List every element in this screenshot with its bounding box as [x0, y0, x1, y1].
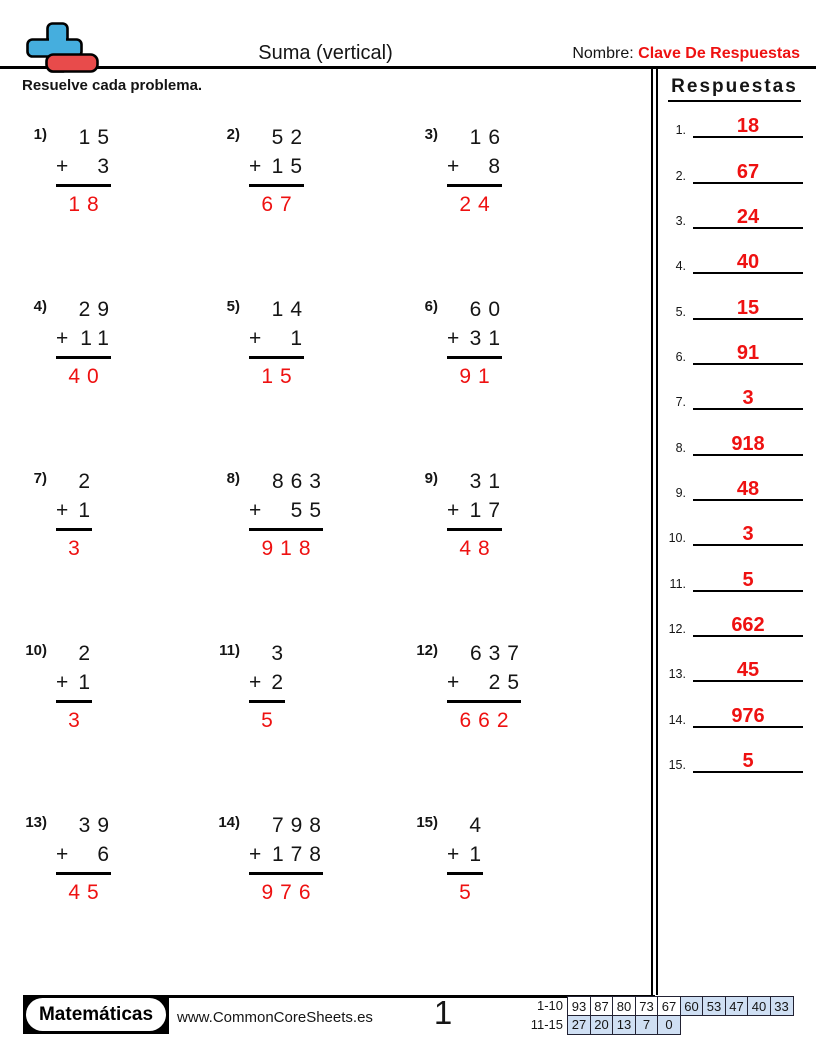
score-cell: 27	[567, 1015, 591, 1035]
plus-icon: +	[56, 671, 69, 694]
name-value: Clave De Respuestas	[638, 45, 800, 62]
problem	[214, 811, 412, 983]
page-number: 1	[433, 994, 453, 1031]
problem	[412, 811, 521, 983]
problem-number: 4)	[33, 298, 47, 315]
answer-value: 45	[736, 659, 760, 682]
answer-blank-line	[693, 205, 803, 229]
problem-work	[56, 811, 116, 907]
answer-row	[660, 274, 803, 319]
operand-2: 1	[290, 327, 309, 350]
operand-1: 2	[78, 470, 97, 493]
plus-minus-logo-icon	[26, 22, 100, 74]
problem-answer: 976	[261, 881, 318, 904]
answer-number: 9.	[675, 486, 686, 501]
operand-1: 637	[469, 642, 526, 665]
score-row-label: 1-10	[536, 998, 563, 1013]
operand-2-row	[249, 324, 309, 359]
brand-label: Matemáticas	[26, 998, 166, 1031]
plus-icon: +	[249, 327, 262, 350]
answer-number: 1.	[675, 123, 686, 138]
operand-2-row	[56, 668, 97, 703]
plus-icon: +	[249, 843, 262, 866]
answer-number: 4.	[675, 259, 686, 274]
score-cell: 13	[612, 1015, 636, 1035]
problem-number: 12)	[416, 642, 438, 659]
problem-number: 9)	[424, 470, 438, 487]
answer-value: 18	[736, 115, 760, 138]
operand-2-row	[447, 496, 507, 531]
score-cell: 53	[702, 996, 726, 1016]
worksheet-title: Suma (vertical)	[258, 42, 393, 64]
answer-number: 7.	[675, 395, 686, 410]
problem-number: 7)	[33, 470, 47, 487]
answers-panel-title: Respuestas	[668, 76, 801, 102]
score-cell: 47	[725, 996, 749, 1016]
problems-grid	[21, 123, 526, 983]
problem	[412, 123, 521, 295]
score-cell: 67	[657, 996, 681, 1016]
problem-work	[249, 811, 328, 907]
operand-1: 29	[78, 298, 116, 321]
problem-work	[56, 123, 116, 219]
problem-answer: 15	[261, 365, 299, 388]
operand-2: 6	[97, 843, 116, 866]
answer-blank-line	[693, 114, 803, 138]
answer-value: 48	[736, 478, 760, 501]
operand-2: 178	[271, 843, 328, 866]
answer-value: 662	[731, 614, 765, 637]
plus-icon: +	[249, 671, 262, 694]
score-cell: 87	[590, 996, 614, 1016]
operand-1: 14	[271, 298, 309, 321]
operand-1: 863	[271, 470, 328, 493]
answer-row	[660, 637, 803, 682]
answer-value: 67	[736, 160, 760, 183]
answer-value: 5	[742, 750, 754, 773]
answer-blank-line	[693, 250, 803, 274]
operand-2-row	[447, 152, 507, 187]
answer-number: 6.	[675, 350, 686, 365]
answer-value: 24	[736, 206, 760, 229]
operand-1: 52	[271, 126, 309, 149]
operand-2-row	[249, 152, 309, 187]
plus-icon: +	[447, 327, 460, 350]
operand-2: 31	[469, 327, 507, 350]
operand-1: 2	[78, 642, 97, 665]
answer-value: 3	[742, 523, 754, 546]
operand-2: 1	[469, 843, 488, 866]
problem	[214, 123, 412, 295]
problem-number: 8)	[226, 470, 240, 487]
answer-value: 5	[742, 568, 754, 591]
answer-row	[660, 682, 803, 727]
answer-row	[660, 410, 803, 455]
operand-2: 1	[78, 671, 97, 694]
answer-blank-line	[693, 704, 803, 728]
answer-blank-line	[693, 432, 803, 456]
score-cell: 7	[635, 1015, 659, 1035]
operand-2-row	[447, 668, 526, 703]
operand-2-row	[447, 840, 488, 875]
operand-1: 60	[469, 298, 507, 321]
answer-row	[660, 546, 803, 591]
plus-icon: +	[56, 843, 69, 866]
score-table	[512, 996, 794, 1035]
operand-2: 8	[488, 155, 507, 178]
answer-number: 5.	[675, 304, 686, 319]
plus-icon: +	[447, 155, 460, 178]
answer-row	[660, 365, 803, 410]
answer-row	[660, 184, 803, 229]
answer-blank-line	[693, 477, 803, 501]
problem-number: 10)	[25, 642, 47, 659]
answers-panel	[651, 67, 816, 995]
answer-value: 91	[736, 342, 760, 365]
answer-blank-line	[693, 749, 803, 773]
problem	[21, 123, 214, 295]
plus-icon: +	[56, 327, 69, 350]
answer-value: 15	[736, 296, 760, 319]
problem-number: 3)	[424, 126, 438, 143]
problem	[21, 467, 214, 639]
operand-2-row	[447, 324, 507, 359]
problem	[21, 811, 214, 983]
problem-answer: 45	[68, 881, 106, 904]
answer-row	[660, 728, 803, 773]
answer-number: 11.	[669, 576, 686, 591]
score-row	[512, 996, 794, 1016]
problem-answer: 18	[68, 193, 106, 216]
problem-answer: 3	[68, 537, 87, 560]
problem	[412, 639, 526, 811]
answer-blank-line	[693, 296, 803, 320]
problem-work	[447, 467, 507, 563]
instruction-text: Resuelve cada problema.	[22, 77, 203, 94]
problem-work	[249, 467, 328, 563]
website-url: www.CommonCoreSheets.es	[177, 1009, 373, 1026]
score-cell: 40	[747, 996, 771, 1016]
operand-1: 15	[78, 126, 116, 149]
answer-value: 918	[731, 432, 765, 455]
score-cell: 73	[635, 996, 659, 1016]
score-row	[512, 1015, 794, 1035]
problem-number: 2)	[226, 126, 240, 143]
plus-icon: +	[249, 155, 262, 178]
answer-number: 3.	[675, 214, 686, 229]
answer-value: 3	[742, 387, 754, 410]
plus-icon: +	[447, 671, 460, 694]
score-cell: 20	[590, 1015, 614, 1035]
problem-work	[56, 639, 97, 735]
answer-value: 976	[731, 704, 765, 727]
problem	[412, 295, 521, 467]
answer-value: 40	[736, 251, 760, 274]
operand-1: 16	[469, 126, 507, 149]
answer-number: 2.	[675, 168, 686, 183]
answer-number: 8.	[675, 440, 686, 455]
answer-number: 14.	[668, 712, 686, 727]
problem-work	[447, 295, 507, 391]
problem-answer: 3	[68, 709, 87, 732]
operand-2: 55	[290, 499, 328, 522]
problem-answer: 5	[459, 881, 478, 904]
answer-row	[660, 592, 803, 637]
plus-icon: +	[447, 499, 460, 522]
plus-icon: +	[56, 499, 69, 522]
problem-answer: 67	[261, 193, 299, 216]
operand-1: 798	[271, 814, 328, 837]
problem-work	[249, 123, 309, 219]
problem-answer: 48	[459, 537, 497, 560]
problem-answer: 24	[459, 193, 497, 216]
name-field	[572, 45, 800, 63]
problem-work	[56, 467, 97, 563]
operand-1: 3	[271, 642, 290, 665]
operand-2-row	[249, 840, 328, 875]
answer-blank-line	[693, 386, 803, 410]
problem-work	[447, 123, 507, 219]
problem-work	[447, 639, 526, 735]
answer-number: 12.	[668, 622, 686, 637]
answer-blank-line	[693, 522, 803, 546]
operand-2-row	[56, 324, 116, 359]
problem-answer: 5	[261, 709, 280, 732]
operand-2-row	[56, 496, 97, 531]
answer-blank-line	[693, 341, 803, 365]
operand-2: 17	[469, 499, 507, 522]
problem-work	[447, 811, 488, 907]
problem	[21, 295, 214, 467]
answer-blank-line	[693, 658, 803, 682]
answer-blank-line	[693, 568, 803, 592]
operand-2: 11	[80, 327, 116, 350]
operand-2-row	[249, 496, 328, 531]
answer-row	[660, 138, 803, 183]
plus-icon: +	[56, 155, 69, 178]
operand-2: 25	[488, 671, 526, 694]
operand-1: 4	[469, 814, 488, 837]
operand-2: 15	[271, 155, 309, 178]
score-cell: 60	[680, 996, 704, 1016]
score-cell: 33	[770, 996, 794, 1016]
problem-number: 1)	[33, 126, 47, 143]
problem-number: 5)	[226, 298, 240, 315]
answer-row	[660, 456, 803, 501]
problem-answer: 40	[68, 365, 106, 388]
answer-number: 15.	[668, 758, 686, 773]
problem-number: 13)	[25, 814, 47, 831]
problem-work	[56, 295, 116, 391]
answer-row	[660, 229, 803, 274]
operand-2: 2	[271, 671, 290, 694]
problem-work	[249, 639, 290, 735]
plus-icon: +	[249, 499, 262, 522]
problem-number: 11)	[219, 642, 240, 659]
answer-number: 10.	[668, 531, 686, 546]
score-cell: 93	[567, 996, 591, 1016]
score-row-label: 11-15	[530, 1016, 563, 1032]
problem-answer: 918	[261, 537, 318, 560]
problem	[21, 639, 214, 811]
operand-2-row	[249, 668, 290, 703]
operand-2: 3	[97, 155, 116, 178]
problem-work	[249, 295, 309, 391]
problem	[412, 467, 521, 639]
answer-row	[660, 320, 803, 365]
operand-1: 31	[469, 470, 507, 493]
problem-answer: 91	[459, 365, 497, 388]
problem	[214, 467, 412, 639]
answers-list	[660, 93, 803, 773]
answer-row	[660, 93, 803, 138]
problem-answer: 662	[459, 709, 516, 732]
operand-2: 1	[78, 499, 97, 522]
operand-2-row	[56, 840, 116, 875]
score-cell: 80	[612, 996, 636, 1016]
operand-1: 39	[78, 814, 116, 837]
plus-icon: +	[447, 843, 460, 866]
answer-row	[660, 501, 803, 546]
brand-badge	[23, 995, 169, 1034]
answer-number: 13.	[668, 667, 686, 682]
problem-number: 6)	[424, 298, 438, 315]
answer-blank-line	[693, 160, 803, 184]
answer-blank-line	[693, 613, 803, 637]
problem	[214, 295, 412, 467]
problem-number: 14)	[218, 814, 240, 831]
operand-2-row	[56, 152, 116, 187]
problem-number: 15)	[416, 814, 438, 831]
problem	[214, 639, 412, 811]
score-cell: 0	[657, 1015, 681, 1035]
name-label: Nombre:	[572, 45, 634, 62]
